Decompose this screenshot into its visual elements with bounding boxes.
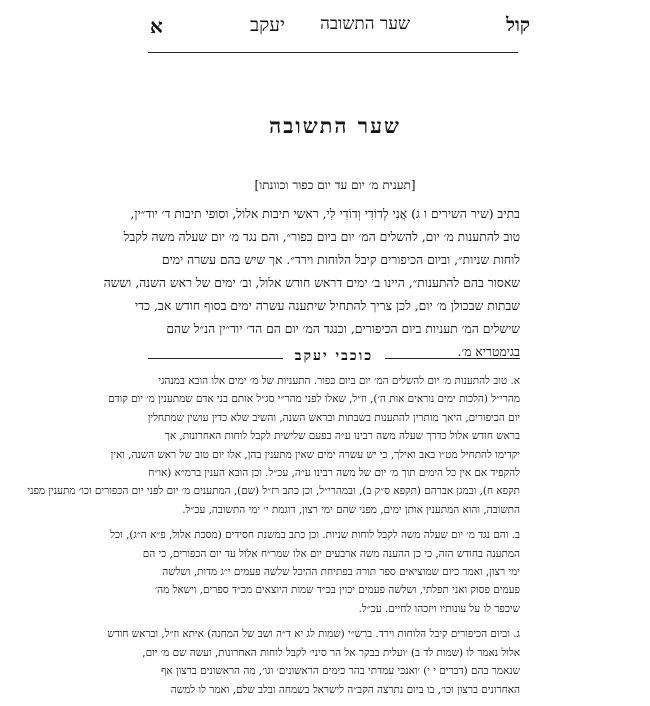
commentary-paragraph — [107, 625, 520, 699]
commentary-line: המתענה בחודש הזה, כי כן ההענה משה ארבעים יום אלו שמר״ח אלול עד יום הכפורים, כי הם — [142, 547, 520, 560]
main-text-line: טוב להתענות מ׳ יום, להשלים המ׳ יום ביום כפור״, והם נגד מ׳ יום שעלה משה לקבל — [123, 230, 520, 244]
commentary-line: מהרי״ל (הלכות ימים נוראים אות ה׳), וז״ל, שאלו לפני מהר״י סג״ל אותם בני אדם שמתענין מ׳ יום קודם — [108, 393, 520, 406]
running-head-yaakov: יעקב — [249, 14, 285, 36]
commentary-line: התשובה, והוא המתענין אותן ימים, מפני שהם ימי רצון, דוגמת י׳ ימי התשובה, עכ״ל. — [182, 503, 520, 516]
commentary-line: יום הכיפורים, היאך מותרין להתענות בשבתות ובראש השנה, והשיב שלא כדין עושין שמתחלין — [147, 411, 520, 424]
commentary-line: אלול נאמר לו (שמות לד ב) ׳ועלית בבקר אל הר סיני׳ לקבל לוחות האחרונות, ועשה שם מ׳ יום, — [142, 646, 520, 659]
main-text-line: בגימטריא מ׳. — [457, 345, 520, 359]
commentary-line: שנאמר בהם (דברים י י) ׳ואנכי עמדתי בהר כימים הראשונים׳ וגו׳, מה הראשונים ברצון אף — [161, 665, 520, 678]
commentary-line: ג. וביום הכיפורים קיבל הלוחות וירד. ברש״י (שמות לג יא ד״ה ושב של המחנה) איתא וז״ל, ובראש חודש — [107, 628, 520, 641]
page-number: א — [150, 14, 163, 38]
chapter-title: שער התשובה — [269, 113, 401, 138]
header-rule — [148, 52, 518, 53]
commentary-line: שיכפר לו על עונותיו ויזכהו לחיים. עכ״ל. — [358, 602, 520, 615]
commentary-line: בראש חודש אלול כדרך שעלה משה רבינו ע״ה בפעם שלישית לקבל לוחות האחרונות, אך — [164, 430, 520, 443]
main-text-line: לוחות שניות״, וביום הכיפורים קיבל הלוחות וירד״. אך שיש בהם עשרה ימים — [161, 253, 520, 267]
main-text-line: בתיב (שיר השירים ו ג) אֲנִי לְדוֹדִי וְדוֹדִי לִי, ראשי תיבות אלול, וסופי תיבות ד׳ יוד״ין, — [130, 207, 520, 221]
chapter-subtitle: [תענית מ׳ יום עד יום כפור וכוונתו] — [254, 178, 416, 192]
commentary-paragraph — [110, 526, 520, 618]
main-text — [103, 203, 520, 364]
commentary — [27, 372, 520, 706]
commentary-paragraph — [27, 372, 520, 519]
commentary-line: תקפא ח), ובמגן אברהם (תקפא ס״ק ב), ובמהרי״ל, וכן כתב רז״ל (שם), המתענים מ׳ יום לפני יום הכפורים וכו׳ מתענין מפני — [27, 485, 520, 498]
running-head-kol: קול — [506, 14, 530, 36]
main-text-line: שישלים המ׳ תעניות ביום הכיפורים, וכנגד המ׳ יום הם הד׳ יוד״ין הנ״ל שהם — [166, 322, 520, 336]
commentary-line: פעמים פסוק ואני תפלתי, ושלשה פעמים יכוין בכ״ד שמות היוצאים מכ״ד ספרים, וישאל מה׳ — [154, 584, 520, 597]
commentary-header — [148, 348, 520, 368]
commentary-line: יקדימו להתחיל מט״ו באב ואילך, כי יש עשרה ימים שאין מתענין בהן, אלו יום טוב של ראש השנה, ואין — [110, 448, 520, 461]
running-head — [150, 14, 530, 44]
commentary-line: א. טוב להתענות מ׳ יום להשלים המ׳ יום ביום כפור. התעניות של מ׳ ימים אלו הובא במנהגי — [158, 375, 520, 387]
commentary-line: להקפיד אם אין כל הימים תוך מ׳ יום של משה רבינו ע״ה, עכ״ל. וכן הובא הענין ברמ״א (או״ח — [148, 467, 520, 480]
main-text-line: שאסור בהם להתענות״, היינו ב׳ ימים דראש חודש אלול, וב׳ ימים של ראש השנה, וששה — [103, 276, 520, 290]
commentary-line: האחרונים ברצון וכו׳, בו ביום נתרצה הקב״ה לישראל בשמחה ובלב שלם, ואמר לו למשה — [170, 683, 520, 696]
main-text-line: שבתות שבכולן מ׳ יום, לכן צריך להתחיל שיתענה עשרה ימים בסוף חודש אב, כדי — [134, 299, 520, 313]
commentary-line: ב. והם נגד מ׳ יום שעלה משה לקבל לוחות שניות. וכן כתב במשנת חסידים (מסכת אלול, פ״א ה״ג), וכל — [110, 529, 520, 542]
commentary-line: ימי רצון, ואמר כיום שמוציאים ספר תורה בפתיחת ההיכל שלשה פעמים י״ג מדות, ושלשה — [162, 566, 520, 579]
running-head-section: שער התשובה — [320, 14, 410, 34]
commentary-title: כוכבי יעקב — [294, 348, 374, 364]
commentary-rule-left — [148, 358, 283, 359]
